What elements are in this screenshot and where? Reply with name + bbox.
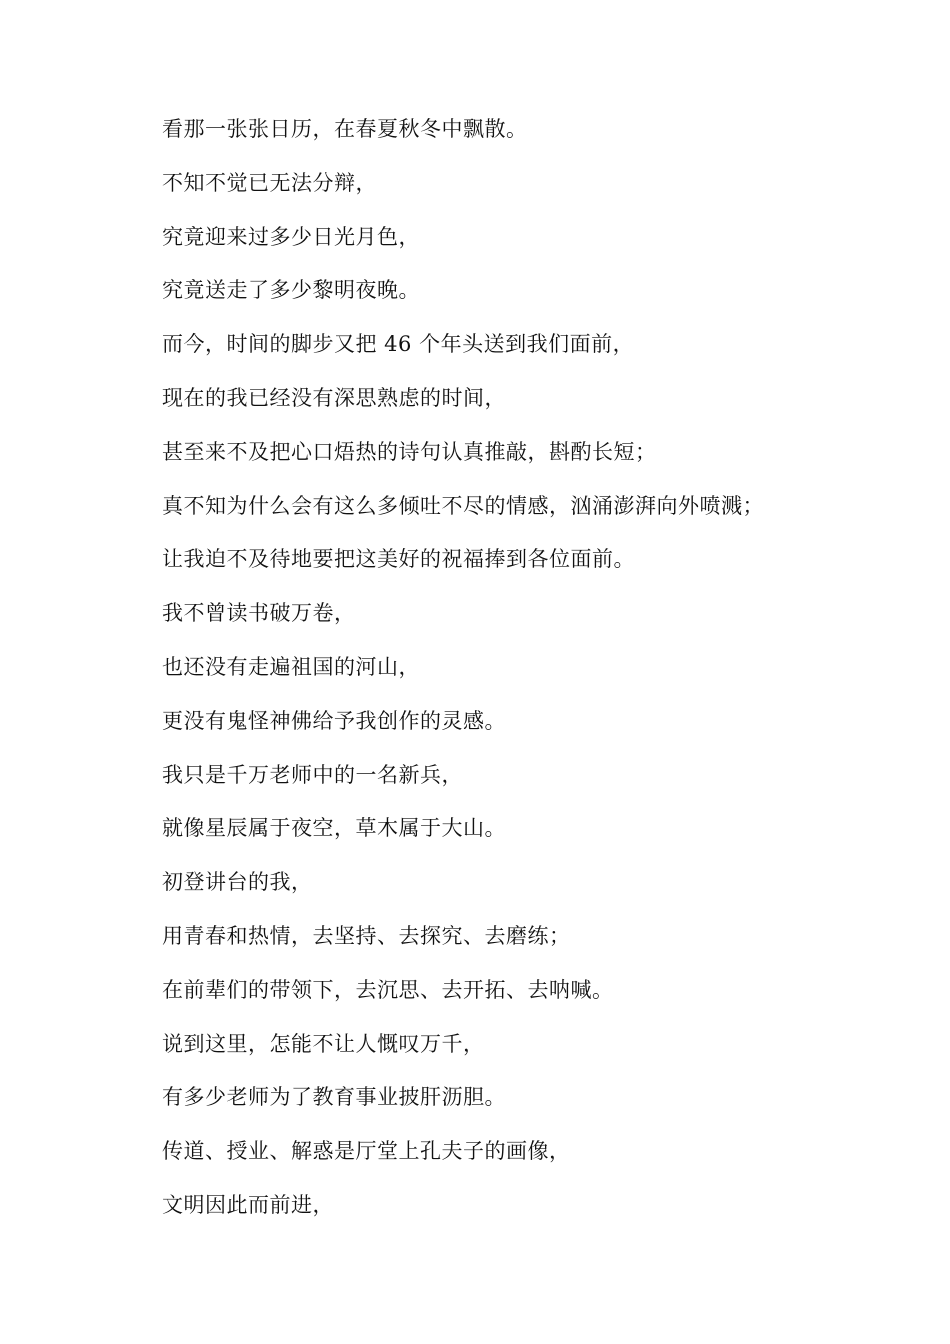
- poem-line: 现在的我已经没有深思熟虑的时间，: [162, 385, 506, 410]
- poem-line: 用青春和热情，去坚持、去探究、去磨练；: [162, 923, 571, 948]
- poem-line: 究竟迎来过多少日光月色，: [162, 224, 420, 249]
- poem-line: 而今，时间的脚步又把 46 个年头送到我们面前，: [162, 332, 635, 357]
- poem-line: 让我迫不及待地要把这美好的祝福捧到各位面前。: [162, 547, 635, 572]
- poem-line: 甚至来不及把心口焐热的诗句认真推敲，斟酌长短；: [162, 439, 657, 464]
- poem-line: 在前辈们的带领下，去沉思、去开拓、去呐喊。: [162, 977, 614, 1002]
- poem-line: 有多少老师为了教育事业披肝沥胆。: [162, 1085, 506, 1110]
- poem-line: 文明因此而前进，: [162, 1192, 334, 1217]
- poem-line: 真不知为什么会有这么多倾吐不尽的情感，汹涌澎湃向外喷溅；: [162, 493, 764, 518]
- poem-line: 说到这里，怎能不让人慨叹万千，: [162, 1031, 485, 1056]
- poem-text: [162, 113, 922, 1243]
- poem-line: 初登讲台的我，: [162, 870, 313, 895]
- poem-line: 就像星辰属于夜空，草木属于大山。: [162, 816, 506, 841]
- poem-line: 看那一张张日历，在春夏秋冬中飘散。: [162, 117, 528, 141]
- poem-line: 不知不觉已无法分辩，: [162, 170, 377, 195]
- poem-line: 更没有鬼怪神佛给予我创作的灵感。: [162, 708, 506, 733]
- poem-line: 究竟送走了多少黎明夜晚。: [162, 278, 420, 303]
- poem-line: 我只是千万老师中的一名新兵，: [162, 762, 463, 787]
- poem-line: 也还没有走遍祖国的河山，: [162, 654, 420, 679]
- poem-line: 我不曾读书破万卷，: [162, 601, 356, 626]
- poem-line: 传道、授业、解惑是厅堂上孔夫子的画像，: [162, 1139, 571, 1164]
